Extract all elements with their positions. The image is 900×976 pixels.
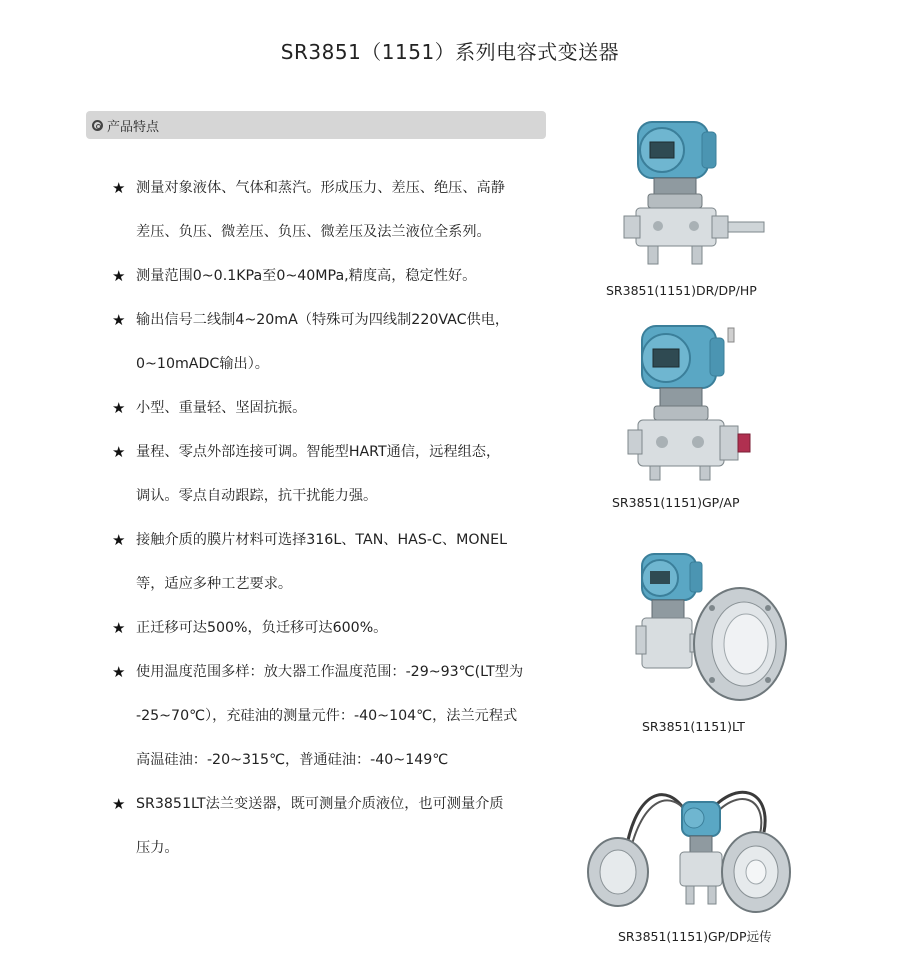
star-icon: ★ xyxy=(112,267,126,285)
remote-seal-transmitter-photo xyxy=(586,772,792,922)
feature-item xyxy=(112,386,582,430)
star-icon: ★ xyxy=(112,399,126,417)
feature-line: 使用温度范围多样：放大器工作温度范围：-29~93℃(LT型为 xyxy=(136,664,524,680)
section-label: 产品特点 xyxy=(107,119,160,135)
feature-line: 量程、零点外部连接可调。智能型HART通信，远程组态， xyxy=(136,444,501,460)
gp-transmitter-photo xyxy=(626,322,756,482)
feature-line: 调认。零点自动跟踪，抗干扰能力强。 xyxy=(136,488,378,504)
feature-line: 输出信号二线制4~20mA（特殊可为四线制220VAC供电， xyxy=(136,312,510,328)
feature-list xyxy=(112,166,582,870)
product-caption: SR3851(1151)DR/DP/HP xyxy=(606,283,757,298)
page-title: SR3851（1151）系列电容式变送器 xyxy=(280,40,620,64)
feature-item xyxy=(112,606,582,650)
feature-line: 等，适应多种工艺要求。 xyxy=(136,576,293,592)
feature-line: 测量对象液体、气体和蒸汽。形成压力、差压、绝压、高静 xyxy=(136,180,505,196)
star-icon: ★ xyxy=(112,619,126,637)
feature-line: 高温硅油：-20~315℃，普通硅油：-40~149℃ xyxy=(136,752,449,768)
circle-bullet-icon xyxy=(92,120,103,131)
feature-item xyxy=(112,782,582,870)
feature-item xyxy=(112,254,582,298)
feature-line: 压力。 xyxy=(136,840,179,856)
star-icon: ★ xyxy=(112,663,126,681)
feature-line: 差压、负压、微差压、负压、微差压及法兰液位全系列。 xyxy=(136,224,491,240)
section-header-bar xyxy=(86,111,546,139)
product-caption: SR3851(1151)LT xyxy=(642,719,745,734)
feature-line: 小型、重量轻、坚固抗振。 xyxy=(136,400,307,416)
feature-line: 0~10mADC输出）。 xyxy=(136,356,269,372)
feature-item xyxy=(112,650,582,782)
feature-line: 接触介质的膜片材料可选择316L、TAN、HAS-C、MONEL xyxy=(136,532,507,548)
feature-item xyxy=(112,166,582,254)
feature-line: 测量范围0~0.1KPa至0~40MPa,精度高，稳定性好。 xyxy=(136,268,477,284)
feature-item xyxy=(112,518,582,606)
star-icon: ★ xyxy=(112,443,126,461)
product-caption: SR3851(1151)GP/AP xyxy=(612,495,740,510)
star-icon: ★ xyxy=(112,311,126,329)
flange-transmitter-photo xyxy=(628,548,788,708)
star-icon: ★ xyxy=(112,795,126,813)
feature-line: SR3851LT法兰变送器，既可测量介质液位，也可测量介质 xyxy=(136,796,504,812)
star-icon: ★ xyxy=(112,179,126,197)
feature-item xyxy=(112,298,582,386)
feature-line: 正迁移可达500%，负迁移可达600%。 xyxy=(136,620,388,636)
feature-item xyxy=(112,430,582,518)
product-caption: SR3851(1151)GP/DP远传 xyxy=(618,929,772,944)
dp-transmitter-photo xyxy=(618,118,768,276)
star-icon: ★ xyxy=(112,531,126,549)
feature-line: -25~70℃），充硅油的测量元件：-40~104℃，法兰元程式 xyxy=(136,708,518,724)
product-gallery xyxy=(582,0,900,976)
